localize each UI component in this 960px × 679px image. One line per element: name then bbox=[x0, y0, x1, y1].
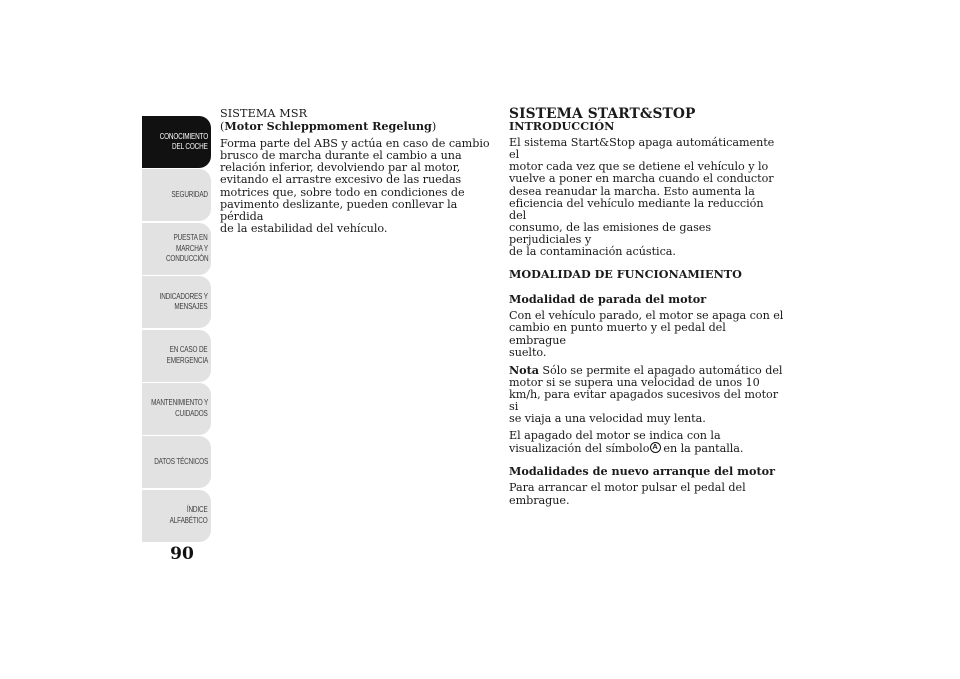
chapter-tabs bbox=[142, 116, 211, 543]
text-line: Forma parte del ABS y actúa en caso de cambio bbox=[220, 137, 490, 151]
text-line: motor si se supera una velocidad de unos 10 bbox=[509, 375, 760, 389]
text-line: relación inferior, devolviendo par al motor, bbox=[220, 161, 461, 175]
stop-heading: Modalidad de parada del motor bbox=[509, 292, 707, 307]
tab-label-line: DEL COCHE bbox=[172, 142, 208, 151]
text-line: cambio en punto muerto y el pedal del embrague bbox=[509, 321, 726, 347]
subheading-open: ( bbox=[220, 120, 225, 134]
text-line: Con el vehículo parado, el motor se apaga con el bbox=[509, 309, 784, 323]
text-line: de la estabilidad del vehículo. bbox=[220, 221, 388, 235]
tab-label-line: EN CASO DE bbox=[170, 345, 208, 355]
intro-heading: INTRODUCCIÓN bbox=[509, 119, 615, 134]
tab-label-line: CONOCIMIENTO bbox=[159, 131, 208, 141]
msr-section bbox=[220, 108, 498, 235]
text-line: El sistema Start&Stop apaga automáticamente el bbox=[509, 136, 775, 162]
text-line: El apagado del motor se indica con la bbox=[509, 429, 721, 443]
text-line: Para arrancar el motor pulsar el pedal del bbox=[509, 481, 746, 495]
note-first-line bbox=[509, 364, 784, 377]
note-label: Nota bbox=[509, 362, 539, 377]
note-block bbox=[509, 364, 784, 425]
subheading-close: ) bbox=[431, 120, 437, 134]
note-text: Sólo se permite el apagado automático del bbox=[538, 363, 783, 377]
tab-label-line: CUIDADOS bbox=[175, 408, 208, 418]
text-line: vuelve a poner en marcha cuando el conductor bbox=[509, 172, 774, 186]
msr-subheading bbox=[220, 120, 498, 133]
tab-label-line: ALFABÉTICO bbox=[170, 515, 208, 525]
text-line: se viaja a una velocidad muy lenta. bbox=[509, 412, 706, 426]
indicator-line bbox=[509, 442, 784, 455]
tab-indicadores-y-mensajes[interactable] bbox=[142, 276, 211, 328]
indicator-text-before: visualización del símbolo bbox=[509, 442, 650, 456]
page-number: 90 bbox=[170, 544, 194, 564]
text-line: consumo, de las emisiones de gases perjudiciales y bbox=[509, 220, 712, 246]
text-line: pavimento deslizante, pueden conllevar la pérdida bbox=[220, 197, 458, 223]
text-line: de la contaminación acústica. bbox=[509, 245, 676, 259]
text-line: embrague. bbox=[509, 493, 570, 507]
msr-body bbox=[220, 138, 498, 235]
tab-label-line: EMERGENCIA bbox=[166, 355, 208, 365]
indicator-text-after: en la pantalla. bbox=[663, 442, 744, 456]
tab-label-line: MARCHA Y bbox=[175, 243, 208, 253]
text-line: eficiencia del vehículo mediante la reducción del bbox=[509, 196, 764, 222]
start-stop-section bbox=[509, 108, 784, 507]
text-line: desea reanudar la marcha. Esto aumenta la bbox=[509, 184, 755, 198]
text-line: motor cada vez que se detiene el vehículo y lo bbox=[509, 160, 769, 174]
text-line: motrices que, sobre todo en condiciones de bbox=[220, 185, 465, 199]
tab-mantenimiento-y-cuidados[interactable] bbox=[142, 383, 211, 435]
tab-conocimiento-del-coche[interactable] bbox=[142, 116, 211, 168]
text-line: suelto. bbox=[509, 345, 547, 359]
tab-seguridad[interactable] bbox=[142, 169, 211, 221]
tab-label-line: INDICADORES Y bbox=[159, 291, 208, 301]
tab-label-line: DATOS TÉCNICOS bbox=[154, 457, 208, 467]
intro-body bbox=[509, 137, 784, 258]
indicator-block bbox=[509, 430, 784, 455]
tab-label-line: SEGURIDAD bbox=[171, 190, 208, 200]
msr-heading: SISTEMA MSR bbox=[220, 107, 308, 120]
restart-body bbox=[509, 482, 784, 506]
section-title: SISTEMA START&STOP bbox=[509, 106, 696, 122]
stop-body bbox=[509, 310, 784, 358]
tab-label-line: MENSAJES bbox=[174, 302, 208, 312]
tab-label-line: MANTENIMIENTO Y bbox=[150, 398, 208, 408]
text-line: brusco de marcha durante el cambio a una bbox=[220, 149, 462, 163]
msr-subheading-name: Motor Schleppmoment Regelung bbox=[224, 119, 432, 134]
auto-start-stop-icon bbox=[650, 442, 661, 453]
tab-puesta-en-marcha[interactable] bbox=[142, 223, 211, 275]
text-line: km/h, para evitar apagados sucesivos del motor si bbox=[509, 387, 779, 413]
tab-indice-alfabetico[interactable] bbox=[142, 490, 211, 542]
tab-label-line: CONDUCCIÓN bbox=[165, 254, 208, 264]
mode-heading: MODALIDAD DE FUNCIONAMIENTO bbox=[509, 267, 742, 282]
tab-en-caso-de-emergencia[interactable] bbox=[142, 330, 211, 382]
tab-label-line: ÍNDICE bbox=[187, 505, 208, 515]
restart-heading: Modalidades de nuevo arranque del motor bbox=[509, 464, 775, 479]
text-line: evitando el arrastre excesivo de las ruedas bbox=[220, 173, 462, 187]
tab-datos-tecnicos[interactable] bbox=[142, 436, 211, 488]
tab-label-line: PUESTA EN bbox=[174, 233, 208, 243]
